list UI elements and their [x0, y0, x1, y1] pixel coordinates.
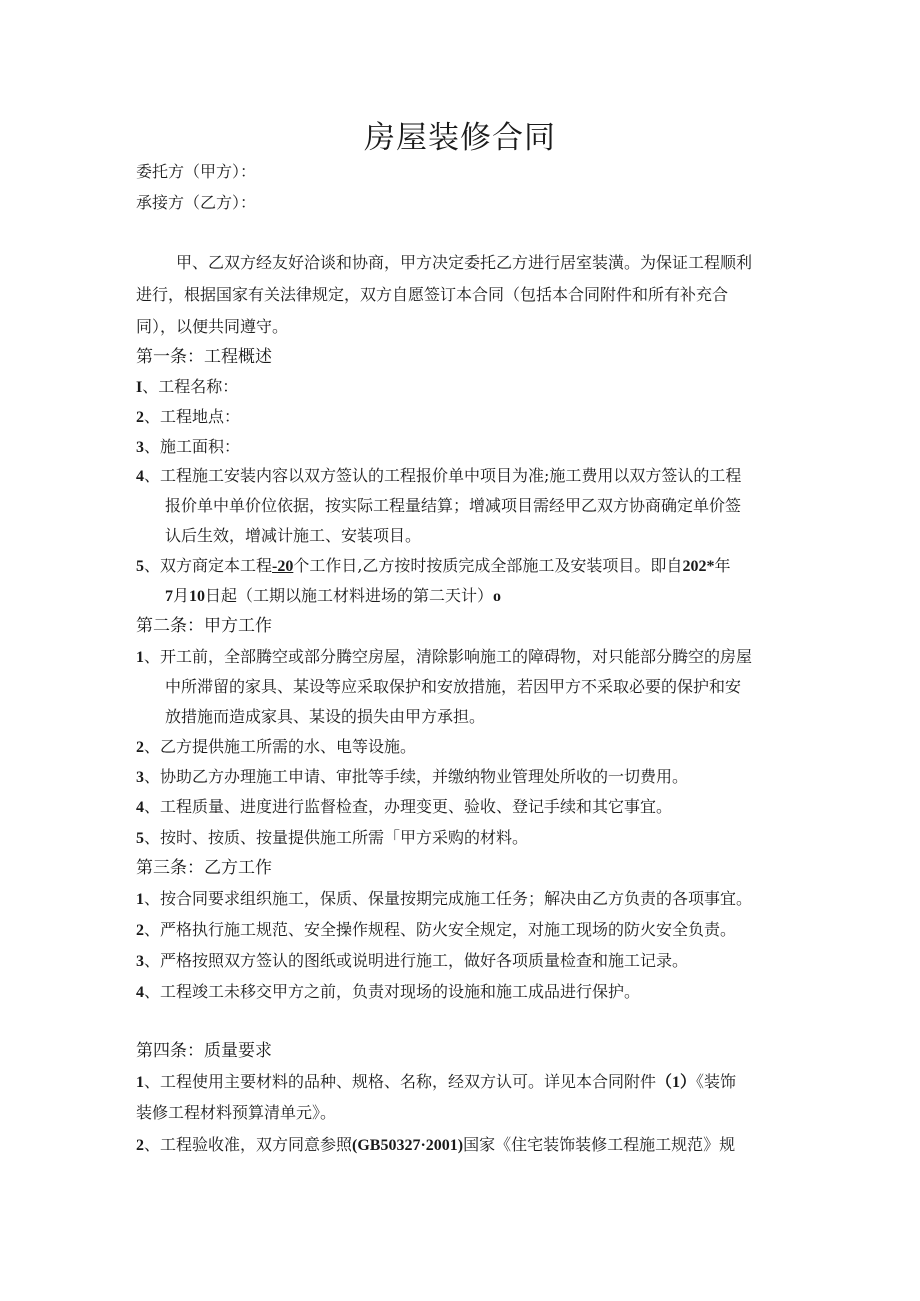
item-number: 2: [136, 1137, 144, 1154]
item-number: 4: [136, 799, 144, 816]
item-text: 、工程使用主要材料的品种、规格、名称，经双方认可。详见本合同附件: [144, 1072, 657, 1091]
item-text: 、严格执行施工规范、安全操作规程、防火安全规定，对施工现场的防火安全负责。: [144, 920, 737, 939]
intro-line-1: 甲、乙双方经友好洽谈和协商，甲方决定委托乙方进行居室装潢。为保证工程顺利: [176, 253, 753, 272]
s2-item-4: [136, 797, 672, 818]
s3-item-2: [136, 920, 736, 941]
party-b-line: 承接方（乙方）：: [136, 193, 257, 212]
item-number: 3: [136, 769, 144, 786]
section-2-heading: 第二条：甲方工作: [136, 616, 272, 636]
item-text: 、开工前，全部腾空或部分腾空房屋，清除影响施工的障碍物，对只能部分腾空的房屋: [144, 647, 753, 666]
item-number: 2: [136, 739, 144, 756]
item-text: 国家《住宅装饰装修工程施工规范》规: [463, 1135, 736, 1154]
item-text: 、工程施工安装内容以双方签认的工程报价单中项目为准;施工费用以双方签认的工程: [144, 466, 742, 485]
s3-item-3: [136, 951, 688, 972]
s2-item-1-line-2: 中所滞留的家具、某设等应采取保护和安放措施，若因甲方不采取必要的保护和安: [165, 677, 742, 696]
item-text: 个工作日,乙方按时按质完成全部施工及安装项目。即自: [293, 556, 683, 575]
s3-item-1: [136, 889, 752, 910]
work-days-value: -20: [272, 558, 294, 575]
s1-item-4: [136, 466, 741, 487]
section-3-heading: 第三条：乙方工作: [136, 858, 272, 878]
item-number: 1: [136, 649, 144, 666]
s2-item-2: [136, 737, 416, 758]
year-value: 202*: [682, 558, 715, 575]
item-text: 月: [173, 586, 190, 605]
trailing-mark: o: [493, 588, 502, 605]
s1-item-5: [136, 556, 730, 577]
s1-item-5-line-2: [165, 586, 501, 607]
s4-item-2: [136, 1135, 735, 1156]
item-number: 3: [136, 439, 144, 456]
item-text: 、工程质量、进度进行监督检查，办理变更、验收、登记手续和其它事宜。: [144, 797, 673, 816]
s4-item-1: [136, 1072, 736, 1093]
item-number: 5: [136, 830, 144, 847]
s1-item-4-line-3: 认后生效，增减计施工、安装项目。: [165, 526, 422, 545]
item-text: 、工程名称：: [142, 377, 239, 396]
item-text: 、双方商定本工程: [144, 556, 273, 575]
item-number: 1: [136, 1074, 144, 1091]
s1-item-3: [136, 437, 240, 458]
item-number: 4: [136, 984, 144, 1001]
item-text: 、按时、按质、按量提供施工所需「甲方采购的材料。: [144, 828, 529, 847]
item-number: 4: [136, 468, 144, 485]
section-1-heading: 第一条：工程概述: [136, 347, 272, 367]
item-number: 3: [136, 953, 144, 970]
item-number: 2: [136, 922, 144, 939]
item-text: 、工程竣工未移交甲方之前，负责对现场的设施和施工成品进行保护。: [144, 982, 641, 1001]
item-text: 、工程地点：: [144, 407, 241, 426]
s1-item-2: [136, 407, 240, 428]
item-text: 、施工面积：: [144, 437, 241, 456]
standard-code: (GB50327·2001): [352, 1137, 464, 1154]
month-value: 7: [165, 588, 173, 605]
item-text: 日起（工期以施工材料进场的第二天计）: [205, 586, 494, 605]
section-4-heading: 第四条：质量要求: [136, 1041, 272, 1061]
party-a-line: 委托方（甲方）：: [136, 162, 257, 181]
item-number: 2: [136, 409, 144, 426]
item-number: I: [136, 379, 143, 396]
s1-item-1: [136, 377, 238, 398]
document-title: 房屋装修合同: [364, 120, 556, 156]
item-text: 、严格按照双方签认的图纸或说明进行施工，做好各项质量检查和施工记录。: [144, 951, 689, 970]
s2-item-3: [136, 767, 688, 788]
s2-item-1-line-3: 放措施而造成家具、某设的损失由甲方承担。: [165, 707, 486, 726]
item-text: 、协助乙方办理施工申请、审批等手续，并缴纳物业管理处所收的一切费用。: [144, 767, 689, 786]
item-text: 、乙方提供施工所需的水、电等设施。: [144, 737, 417, 756]
s3-item-4: [136, 982, 640, 1003]
item-text: 年: [714, 556, 731, 575]
s4-item-1-line-2: 装修工程材料预算清单元》。: [136, 1103, 337, 1122]
intro-line-2: 进行，根据国家有关法律规定，双方自愿签订本合同（包括本合同附件和所有补充合: [136, 285, 729, 304]
item-text: 、工程验收准，双方同意参照: [144, 1135, 353, 1154]
item-text: 《装饰: [696, 1072, 737, 1091]
item-number: 1: [136, 891, 144, 908]
s1-item-4-line-2: 报价单中单价位依据，按实际工程量结算；增减项目需经甲乙双方协商确定单价签: [165, 496, 742, 515]
s2-item-1: [136, 647, 752, 668]
intro-line-3: 同），以便共同遵守。: [136, 317, 289, 336]
s2-item-5: [136, 828, 528, 849]
item-text: 、按合同要求组织施工，保质、保量按期完成施工任务；解决由乙方负责的各项事宜。: [144, 889, 753, 908]
item-number: 5: [136, 558, 144, 575]
day-value: 10: [189, 588, 206, 605]
attachment-number: （1）: [656, 1074, 697, 1091]
